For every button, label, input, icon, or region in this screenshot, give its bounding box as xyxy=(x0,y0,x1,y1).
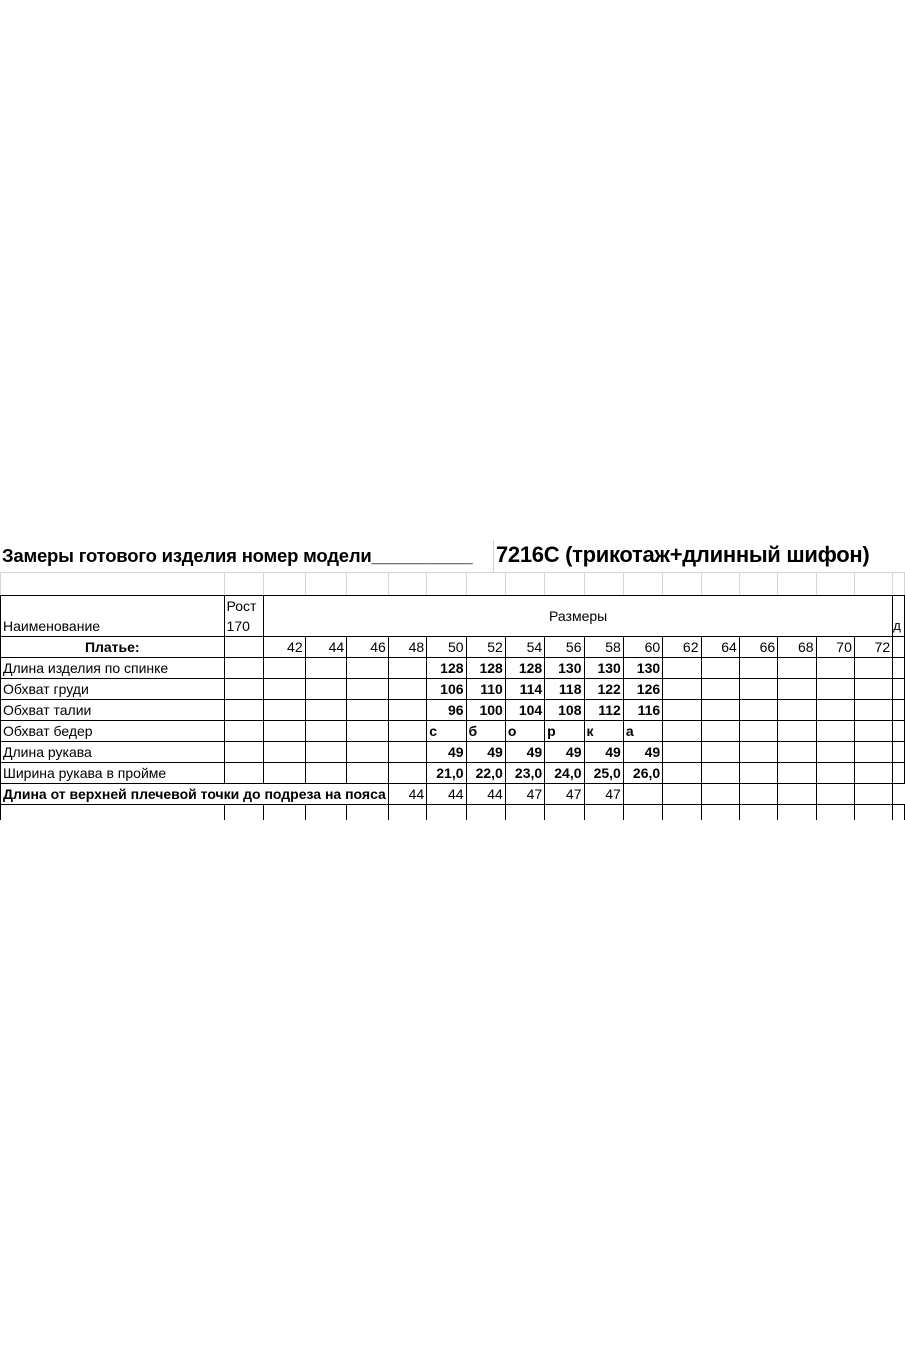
size-header-cell: 42 xyxy=(264,637,306,658)
model-number-title: 7216С (трикотаж+длинный шифон) xyxy=(496,542,870,567)
empty-cell xyxy=(305,805,347,821)
table-row xyxy=(1,658,905,679)
rost-value: 170 xyxy=(226,618,250,634)
value-cell xyxy=(701,742,739,763)
value-cell: р xyxy=(545,721,584,742)
value-cell xyxy=(816,784,854,805)
value-cell: 49 xyxy=(623,742,662,763)
value-cell: к xyxy=(584,721,623,742)
name-column-header: Наименование xyxy=(1,596,225,637)
value-cell xyxy=(663,700,701,721)
empty-cell xyxy=(264,805,306,821)
row-label: Длина рукава xyxy=(1,742,225,763)
value-cell xyxy=(739,721,777,742)
table-row xyxy=(1,805,905,821)
value-cell xyxy=(663,679,701,700)
value-cell xyxy=(816,658,854,679)
size-header-cell: 68 xyxy=(778,637,816,658)
value-cell: б xyxy=(466,721,505,742)
rost-cell xyxy=(224,721,264,742)
rost-label: Рост xyxy=(226,598,257,614)
value-cell xyxy=(778,721,816,742)
value-cell xyxy=(701,700,739,721)
table-row xyxy=(1,763,905,784)
value-cell xyxy=(816,763,854,784)
value-cell: 49 xyxy=(427,742,466,763)
row-label: Обхват груди xyxy=(1,679,225,700)
extra-column-header: д xyxy=(893,596,905,637)
value-cell xyxy=(854,679,892,700)
value-cell xyxy=(778,658,816,679)
value-cell: 114 xyxy=(505,679,544,700)
value-cell xyxy=(778,679,816,700)
empty-cell xyxy=(224,805,264,821)
value-cell: 112 xyxy=(584,700,623,721)
size-header-cell: 58 xyxy=(584,637,623,658)
value-cell xyxy=(816,700,854,721)
empty-cell xyxy=(663,805,701,821)
value-cell xyxy=(701,721,739,742)
row-label: Обхват бедер xyxy=(1,721,225,742)
value-cell xyxy=(778,763,816,784)
rost-cell xyxy=(224,679,264,700)
row-label: Ширина рукава в пройме xyxy=(1,763,225,784)
empty-cell xyxy=(584,805,623,821)
value-cell xyxy=(347,658,389,679)
row-label: Длина от верхней плечевой точки до подреза на пояса xyxy=(1,784,389,805)
rost-cell xyxy=(224,637,264,658)
blank-row xyxy=(1,573,905,596)
value-cell: 26,0 xyxy=(623,763,662,784)
size-header-cell: 60 xyxy=(623,637,662,658)
value-cell: 49 xyxy=(505,742,544,763)
value-cell: 22,0 xyxy=(466,763,505,784)
size-header-cell: 50 xyxy=(427,637,466,658)
table-row xyxy=(1,742,905,763)
rost-cell xyxy=(224,658,264,679)
value-cell xyxy=(739,700,777,721)
size-header-cell: 64 xyxy=(701,637,739,658)
value-cell xyxy=(305,700,347,721)
value-cell: 24,0 xyxy=(545,763,584,784)
empty-cell xyxy=(893,805,905,821)
value-cell xyxy=(388,658,426,679)
value-cell xyxy=(347,700,389,721)
size-header-cell: 46 xyxy=(347,637,389,658)
value-cell: 128 xyxy=(427,658,466,679)
value-cell xyxy=(305,742,347,763)
value-cell: 25,0 xyxy=(584,763,623,784)
value-cell: 108 xyxy=(545,700,584,721)
value-cell xyxy=(739,679,777,700)
value-cell xyxy=(264,721,306,742)
empty-cell xyxy=(854,805,892,821)
value-cell xyxy=(739,658,777,679)
value-cell xyxy=(778,700,816,721)
rost-cell xyxy=(224,700,264,721)
rost-header xyxy=(224,596,264,637)
value-cell: 118 xyxy=(545,679,584,700)
value-cell xyxy=(305,658,347,679)
value-cell xyxy=(264,679,306,700)
size-row xyxy=(1,637,905,658)
extra-cell xyxy=(893,679,905,700)
value-cell xyxy=(388,700,426,721)
value-cell: а xyxy=(623,721,662,742)
measurement-sheet xyxy=(0,540,905,820)
value-cell: 100 xyxy=(466,700,505,721)
empty-cell xyxy=(623,805,662,821)
value-cell: 116 xyxy=(623,700,662,721)
value-cell xyxy=(347,721,389,742)
value-cell xyxy=(663,721,701,742)
value-cell: 96 xyxy=(427,700,466,721)
empty-cell xyxy=(739,805,777,821)
value-cell xyxy=(739,784,777,805)
size-header-cell: 56 xyxy=(545,637,584,658)
value-cell: с xyxy=(427,721,466,742)
extra-cell xyxy=(893,700,905,721)
empty-cell xyxy=(505,805,544,821)
size-header-cell: 44 xyxy=(305,637,347,658)
value-cell: 122 xyxy=(584,679,623,700)
value-cell: 128 xyxy=(505,658,544,679)
section-label: Платье: xyxy=(1,637,225,658)
value-cell xyxy=(663,763,701,784)
value-cell: 110 xyxy=(466,679,505,700)
value-cell: 106 xyxy=(427,679,466,700)
empty-cell xyxy=(347,805,389,821)
value-cell xyxy=(739,763,777,784)
value-cell: 44 xyxy=(427,784,466,805)
value-cell: 44 xyxy=(466,784,505,805)
value-cell xyxy=(701,784,739,805)
value-cell xyxy=(623,784,662,805)
value-cell xyxy=(305,763,347,784)
value-cell: 49 xyxy=(466,742,505,763)
value-cell: 23,0 xyxy=(505,763,544,784)
value-cell xyxy=(347,679,389,700)
value-cell: 47 xyxy=(505,784,544,805)
value-cell xyxy=(663,784,701,805)
header-row xyxy=(1,596,905,637)
value-cell xyxy=(778,742,816,763)
empty-cell xyxy=(701,805,739,821)
row-label: Обхват талии xyxy=(1,700,225,721)
value-cell xyxy=(264,658,306,679)
value-cell: 126 xyxy=(623,679,662,700)
size-header-cell: 54 xyxy=(505,637,544,658)
rost-cell xyxy=(224,763,264,784)
value-cell: 128 xyxy=(466,658,505,679)
value-cell xyxy=(854,763,892,784)
empty-cell xyxy=(1,805,225,821)
extra-cell xyxy=(854,784,892,805)
value-cell xyxy=(701,658,739,679)
value-cell xyxy=(854,700,892,721)
table-row xyxy=(1,679,905,700)
value-cell xyxy=(388,679,426,700)
value-cell xyxy=(854,658,892,679)
value-cell: о xyxy=(505,721,544,742)
value-cell xyxy=(388,742,426,763)
value-cell xyxy=(854,742,892,763)
value-cell xyxy=(663,742,701,763)
value-cell xyxy=(701,763,739,784)
sheet-title: Замеры готового изделия номер модели__________ xyxy=(2,545,473,566)
size-header-cell: 52 xyxy=(466,637,505,658)
extra-cell xyxy=(893,637,905,658)
size-header-cell: 62 xyxy=(663,637,701,658)
extra-cell xyxy=(893,658,905,679)
value-cell: 44 xyxy=(388,784,426,805)
value-cell: 49 xyxy=(545,742,584,763)
row-label: Длина изделия по спинке xyxy=(1,658,225,679)
value-cell: 49 xyxy=(584,742,623,763)
table-row xyxy=(1,721,905,742)
empty-cell xyxy=(388,805,426,821)
value-cell xyxy=(739,742,777,763)
value-cell xyxy=(854,721,892,742)
extra-cell xyxy=(893,742,905,763)
value-cell xyxy=(388,763,426,784)
table-row xyxy=(1,700,905,721)
empty-cell xyxy=(816,805,854,821)
value-cell xyxy=(347,742,389,763)
value-cell xyxy=(264,742,306,763)
value-cell: 21,0 xyxy=(427,763,466,784)
size-header-cell: 66 xyxy=(739,637,777,658)
value-cell xyxy=(264,700,306,721)
extra-cell xyxy=(893,721,905,742)
value-cell xyxy=(305,721,347,742)
value-cell xyxy=(816,679,854,700)
value-cell xyxy=(816,721,854,742)
value-cell xyxy=(305,679,347,700)
value-cell xyxy=(778,784,816,805)
empty-cell xyxy=(427,805,466,821)
extra-cell xyxy=(893,763,905,784)
measurements-table xyxy=(0,572,905,820)
value-cell xyxy=(701,679,739,700)
table-row xyxy=(1,784,905,805)
title-divider xyxy=(493,540,494,572)
value-cell: 130 xyxy=(623,658,662,679)
value-cell: 47 xyxy=(545,784,584,805)
size-header-cell: 70 xyxy=(816,637,854,658)
value-cell xyxy=(663,658,701,679)
value-cell: 130 xyxy=(545,658,584,679)
rost-cell xyxy=(224,742,264,763)
empty-cell xyxy=(545,805,584,821)
value-cell: 104 xyxy=(505,700,544,721)
value-cell: 47 xyxy=(584,784,623,805)
size-header-cell: 72 xyxy=(854,637,892,658)
value-cell xyxy=(816,742,854,763)
value-cell xyxy=(388,721,426,742)
value-cell: 130 xyxy=(584,658,623,679)
size-header-cell: 48 xyxy=(388,637,426,658)
value-cell xyxy=(347,763,389,784)
sizes-header: Размеры xyxy=(264,596,893,637)
empty-cell xyxy=(466,805,505,821)
value-cell xyxy=(264,763,306,784)
empty-cell xyxy=(778,805,816,821)
